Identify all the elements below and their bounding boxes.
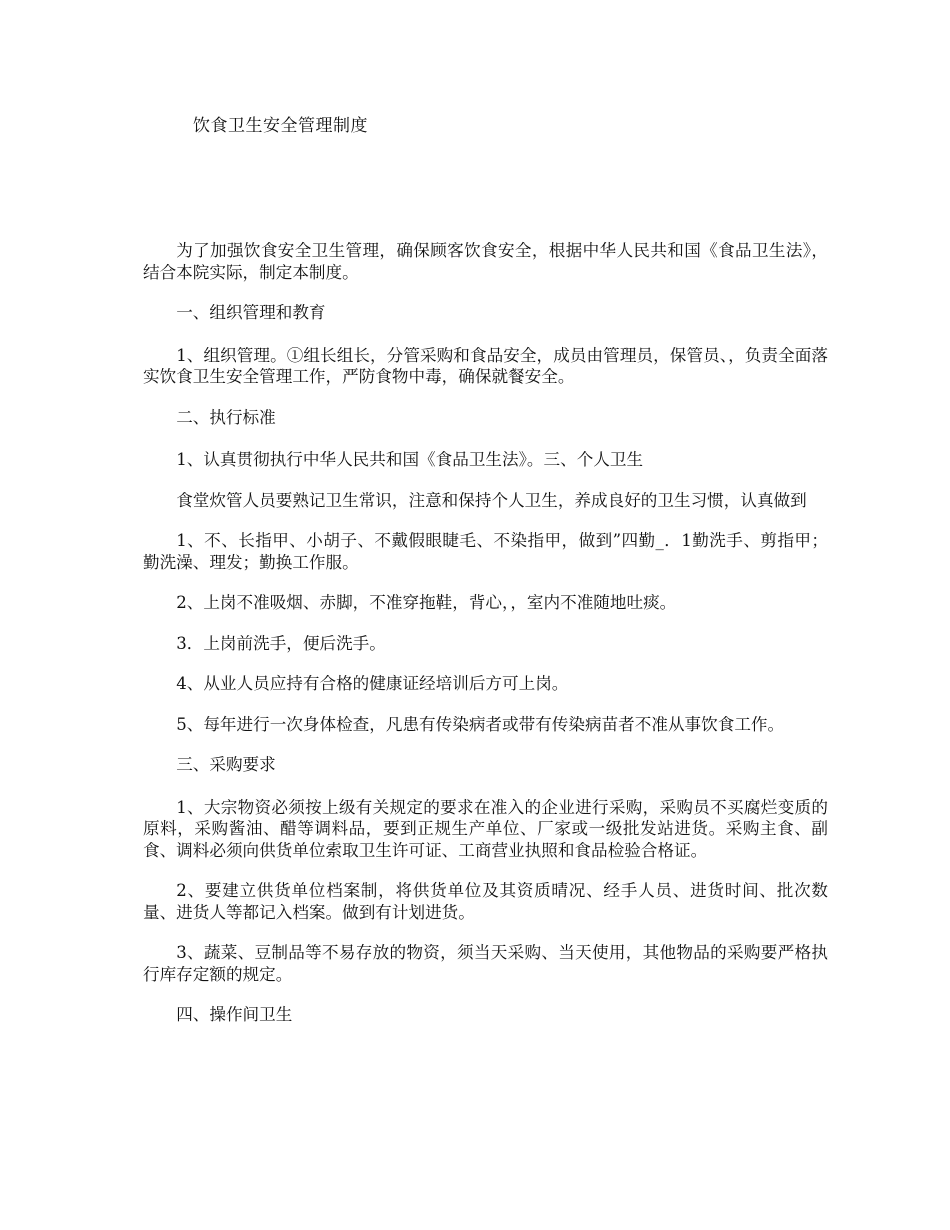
section-heading-standards: 二、执行标准 <box>176 407 276 427</box>
paragraph-procurement-3: 3、蔬菜、豆制品等不易存放的物资，须当天采购、当天使用，其他物品的采购要严格执行库存定额的规定。 <box>143 943 828 984</box>
paragraph-hygiene-item-1: 1、不、长指甲、小胡子、不戴假眼睫毛、不染指甲，做到”四勤_．1勤洗手、剪指甲；勤洗澡、理发；勤换工作服。 <box>143 531 828 572</box>
paragraph-hygiene-item-2: 2、上岗不准吸烟、赤脚，不准穿拖鞋，背心，，室内不准随地吐痰。 <box>176 593 677 612</box>
paragraph-personal-hygiene-intro: 食堂炊管人员要熟记卫生常识，注意和保持个人卫生，养成良好的卫生习惯，认真做到 <box>176 490 807 510</box>
section-heading-procurement: 三、采购要求 <box>176 755 276 774</box>
document-body <box>143 240 828 1047</box>
paragraph-procurement-1: 1、大宗物资必须按上级有关规定的要求在准入的企业进行采购，采购员不买腐烂变质的原料，采购酱油、醋等调料品，要到正规生产单位、厂家或一级批发站进货。采购主食、副食、调料必须向供货单位索取卫生许可证、工商营业执照和食品检验合格证。 <box>143 797 828 860</box>
paragraph-organization-management: 1、组织管理。①组长组长，分管采购和食品安全，成员由管理员，保管员、，负责全面落实饮食卫生安全管理工作，严防食物中毒，确保就餐安全。 <box>143 345 828 386</box>
paragraph-hygiene-item-3: 3．上岗前洗手，便后洗手。 <box>176 633 386 653</box>
paragraph-procurement-2: 2、要建立供货单位档案制，将供货单位及其资质晴况、经手人员、进货时间、批次数量、进货人等都记入档案。做到有计划进货。 <box>143 881 828 922</box>
paragraph-hygiene-item-5: 5、每年进行一次身体检查，凡患有传染病者或带有传染病苗者不准从事饮食工作。 <box>176 714 785 734</box>
section-heading-organization: 一、组织管理和教育 <box>176 303 326 322</box>
paragraph-standards: 1、认真贯彻执行中华人民共和国《食品卫生法》。三、个人卫生 <box>176 450 644 469</box>
document-title: 饮食卫生安全管理制度 <box>193 116 368 136</box>
paragraph-hygiene-item-4: 4、从业人员应持有合格的健康证经培训后方可上岗。 <box>176 674 569 693</box>
section-heading-kitchen-hygiene: 四、操作间卫生 <box>176 1005 293 1024</box>
intro-paragraph: 为了加强饮食安全卫生管理，确保顾客饮食安全，根据中华人民共和国《食品卫生法》，结合本院实际，制定本制度。 <box>143 241 828 282</box>
